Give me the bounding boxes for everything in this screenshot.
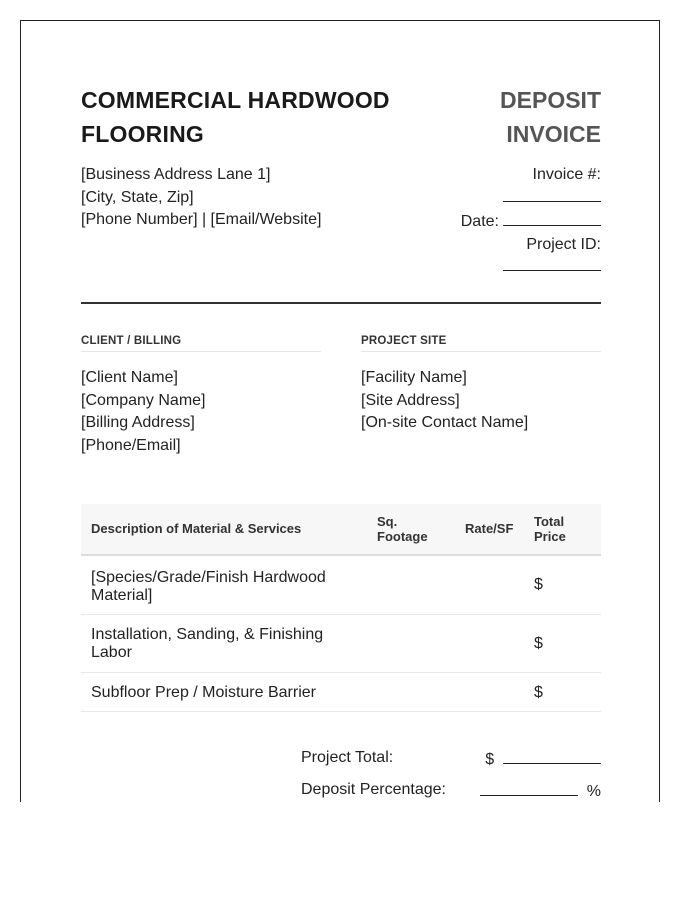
deposit-percentage-value [480,781,601,801]
project-total-label: Project Total: [301,749,394,766]
date-label: Date: [460,213,499,230]
client-phone-email: [Phone/Email] [81,436,181,454]
project-id-field[interactable] [503,256,601,271]
client-billing-address: [Billing Address] [81,414,195,431]
company-name-line-1: COMMERCIAL HARDWOOD [81,87,390,113]
onsite-contact-name: [On-site Contact Name] [361,414,529,431]
header-divider [81,302,601,304]
document-title-line-2: INVOICE [506,121,601,147]
header-sq-footage [377,514,428,544]
row-description [91,569,351,605]
business-contact: [Phone Number] | [Email/Website] [81,211,322,228]
invoice-number-field[interactable] [503,187,601,202]
site-address: [Site Address] [361,391,460,409]
header-rate: Rate/SF [465,521,514,536]
project-total-currency: $ [485,751,495,768]
facility-name: [Facility Name] [361,369,467,386]
company-name [81,83,421,151]
invoice-meta [381,164,601,279]
header-total-price-line-2: Price [534,529,566,544]
row-description-line-1: Subfloor Prep / Moisture Barrier [91,684,316,701]
deposit-percentage-unit: % [586,783,601,800]
business-address-line: [Business Address Lane 1] [81,166,271,183]
project-site-heading: PROJECT SITE [361,335,601,352]
invoice-number-label: Invoice #: [532,166,601,183]
deposit-percentage-label: Deposit Percentage: [301,781,446,798]
client-name: [Client Name] [81,369,178,386]
business-city-state-zip: [City, State, Zip] [81,188,194,206]
row-description-line-1: [Species/Grade/Finish Hardwood [91,569,326,586]
line-items-table [81,504,601,712]
project-id-label: Project ID: [526,235,601,253]
table-row [81,673,601,712]
client-billing-details [81,367,206,457]
header-description: Description of Material & Services [91,521,302,536]
row-total-price: $ [534,576,543,593]
row-description [91,684,351,702]
header-total-price-line-1: Total [534,514,565,529]
row-description-line-2: Labor [91,644,132,661]
invoice-sheet [20,20,660,802]
table-row [81,556,601,615]
project-total-value [485,749,601,769]
deposit-percentage-row [301,781,601,802]
project-total-field[interactable] [503,749,601,764]
header-sq-footage-line-1: Sq. [377,514,398,529]
client-billing-heading: CLIENT / BILLING [81,335,321,352]
business-address [81,164,321,232]
row-total-price: $ [534,635,543,652]
row-description [91,626,351,662]
project-total-row [301,749,601,781]
date-field[interactable] [503,209,601,226]
table-row [81,615,601,673]
project-site-details [361,367,528,435]
company-name-line-2: FLOORING [81,121,204,147]
table-header [81,504,601,556]
client-company-name: [Company Name] [81,391,206,409]
header-total-price [534,514,566,544]
totals-section [301,749,601,802]
header-sq-footage-line-2: Footage [377,529,428,544]
document-title [421,83,601,151]
deposit-percentage-field[interactable] [480,781,578,796]
row-description-line-1: Installation, Sanding, & Finishing [91,626,324,643]
document-title-line-1: DEPOSIT [500,87,601,113]
row-description-line-2: Material] [91,587,153,604]
row-total-price: $ [534,684,543,701]
